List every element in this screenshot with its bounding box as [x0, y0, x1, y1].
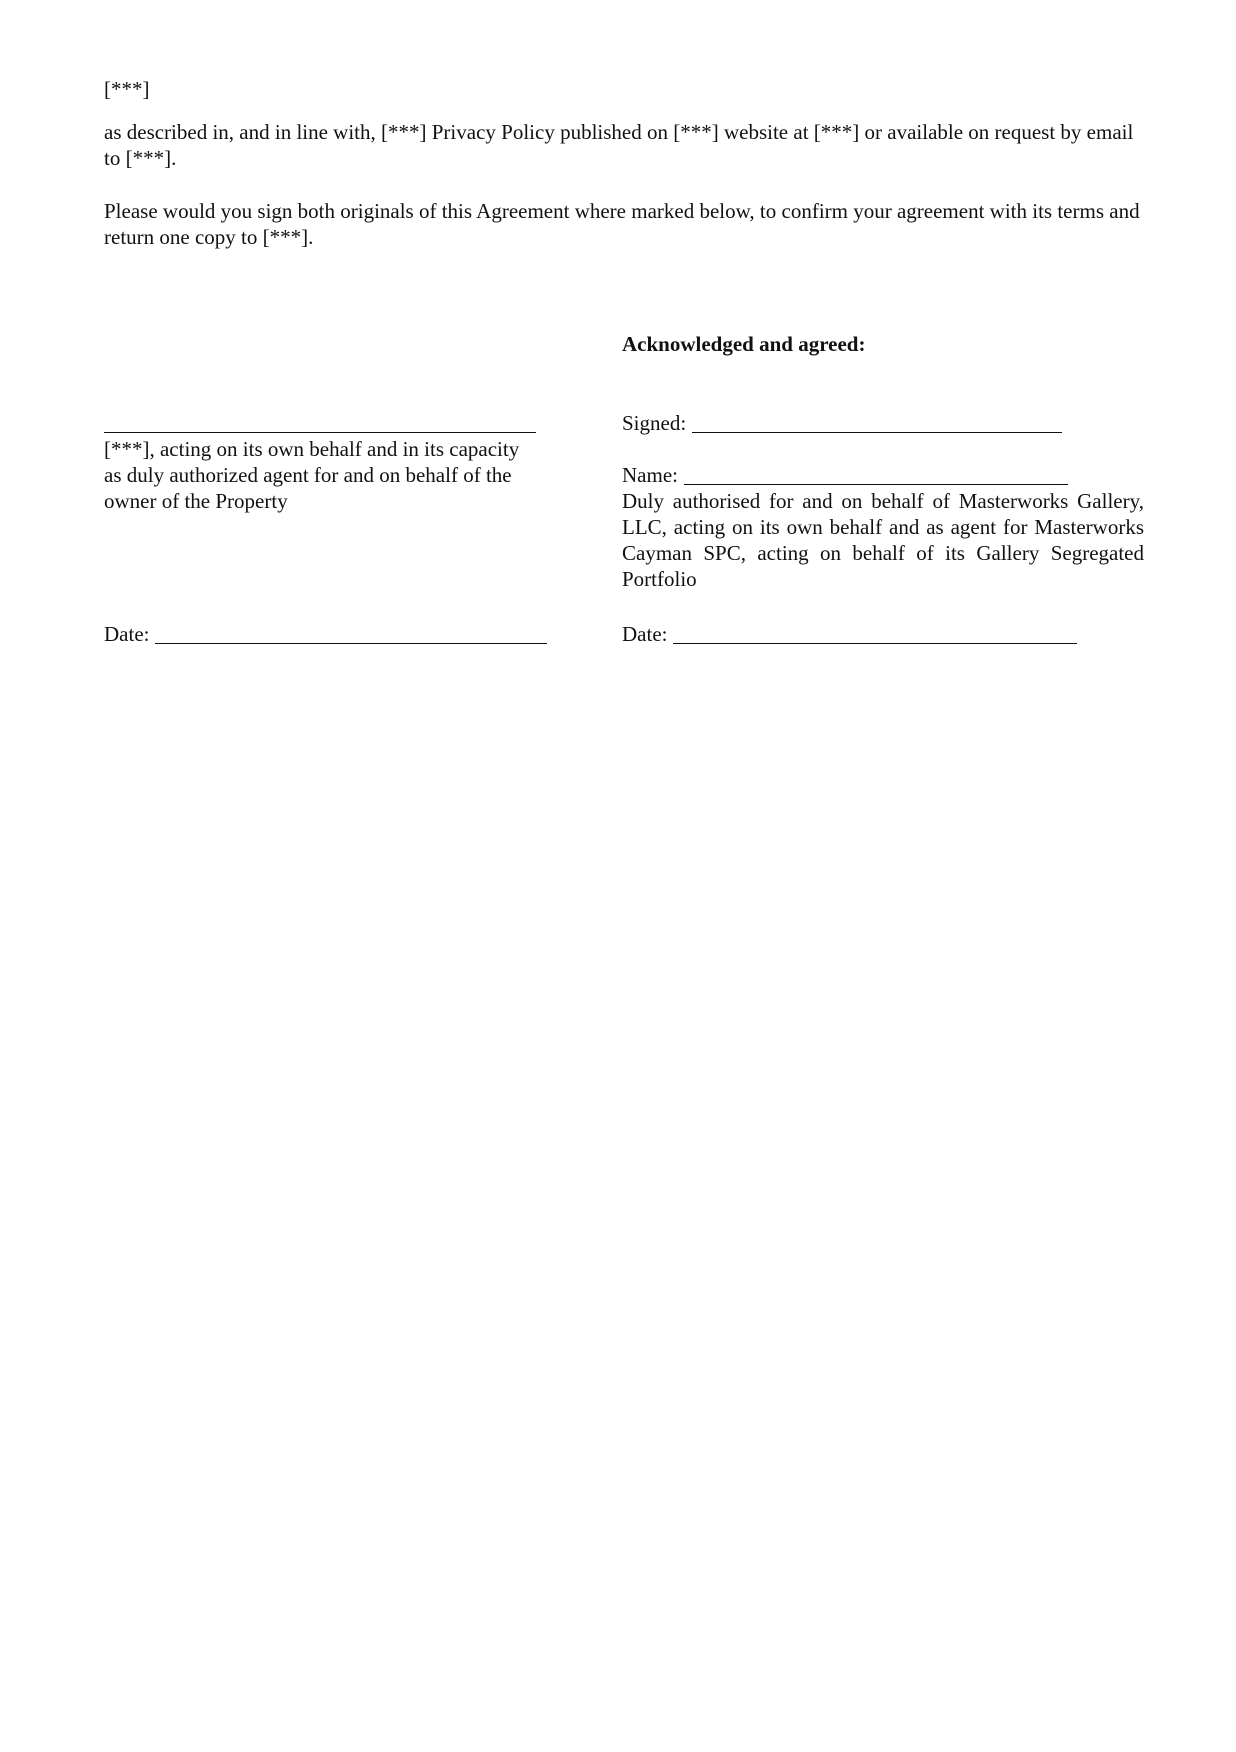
name-label: Name:: [622, 463, 678, 487]
authorised-description: Duly authorised for and on behalf of Masterworks Gallery, LLC, acting on its own behalf and as agent for Masterworks Cayman SPC, acting on behalf of its Gallery Segregated Portfolio: [622, 489, 1144, 591]
left-date-field[interactable]: [155, 621, 547, 644]
right-date-row: [622, 621, 1077, 647]
left-signature-line[interactable]: [104, 432, 536, 433]
left-date-row: [104, 621, 547, 647]
right-date-label: Date:: [622, 622, 668, 646]
right-date-field[interactable]: [673, 621, 1077, 644]
left-date-label: Date:: [104, 622, 150, 646]
signed-row: [622, 410, 1062, 436]
signed-field[interactable]: [692, 410, 1062, 433]
name-row: [622, 462, 1068, 488]
signed-label: Signed:: [622, 411, 687, 435]
name-field[interactable]: [684, 462, 1068, 485]
sign-request-paragraph: Please would you sign both originals of this Agreement where marked below, to confirm your agreement with its terms and return one copy to [***].: [104, 199, 1140, 249]
left-party-description: [***], acting on its own behalf and in its capacity as duly authorized agent for and on behalf of the owner of the Property: [104, 437, 520, 513]
acknowledged-heading: Acknowledged and agreed:: [622, 332, 866, 356]
top-placeholder: [***]: [104, 77, 150, 101]
privacy-paragraph: as described in, and in line with, [***] Privacy Policy published on [***] website at [***] or available on request by email to [***].: [104, 120, 1134, 170]
